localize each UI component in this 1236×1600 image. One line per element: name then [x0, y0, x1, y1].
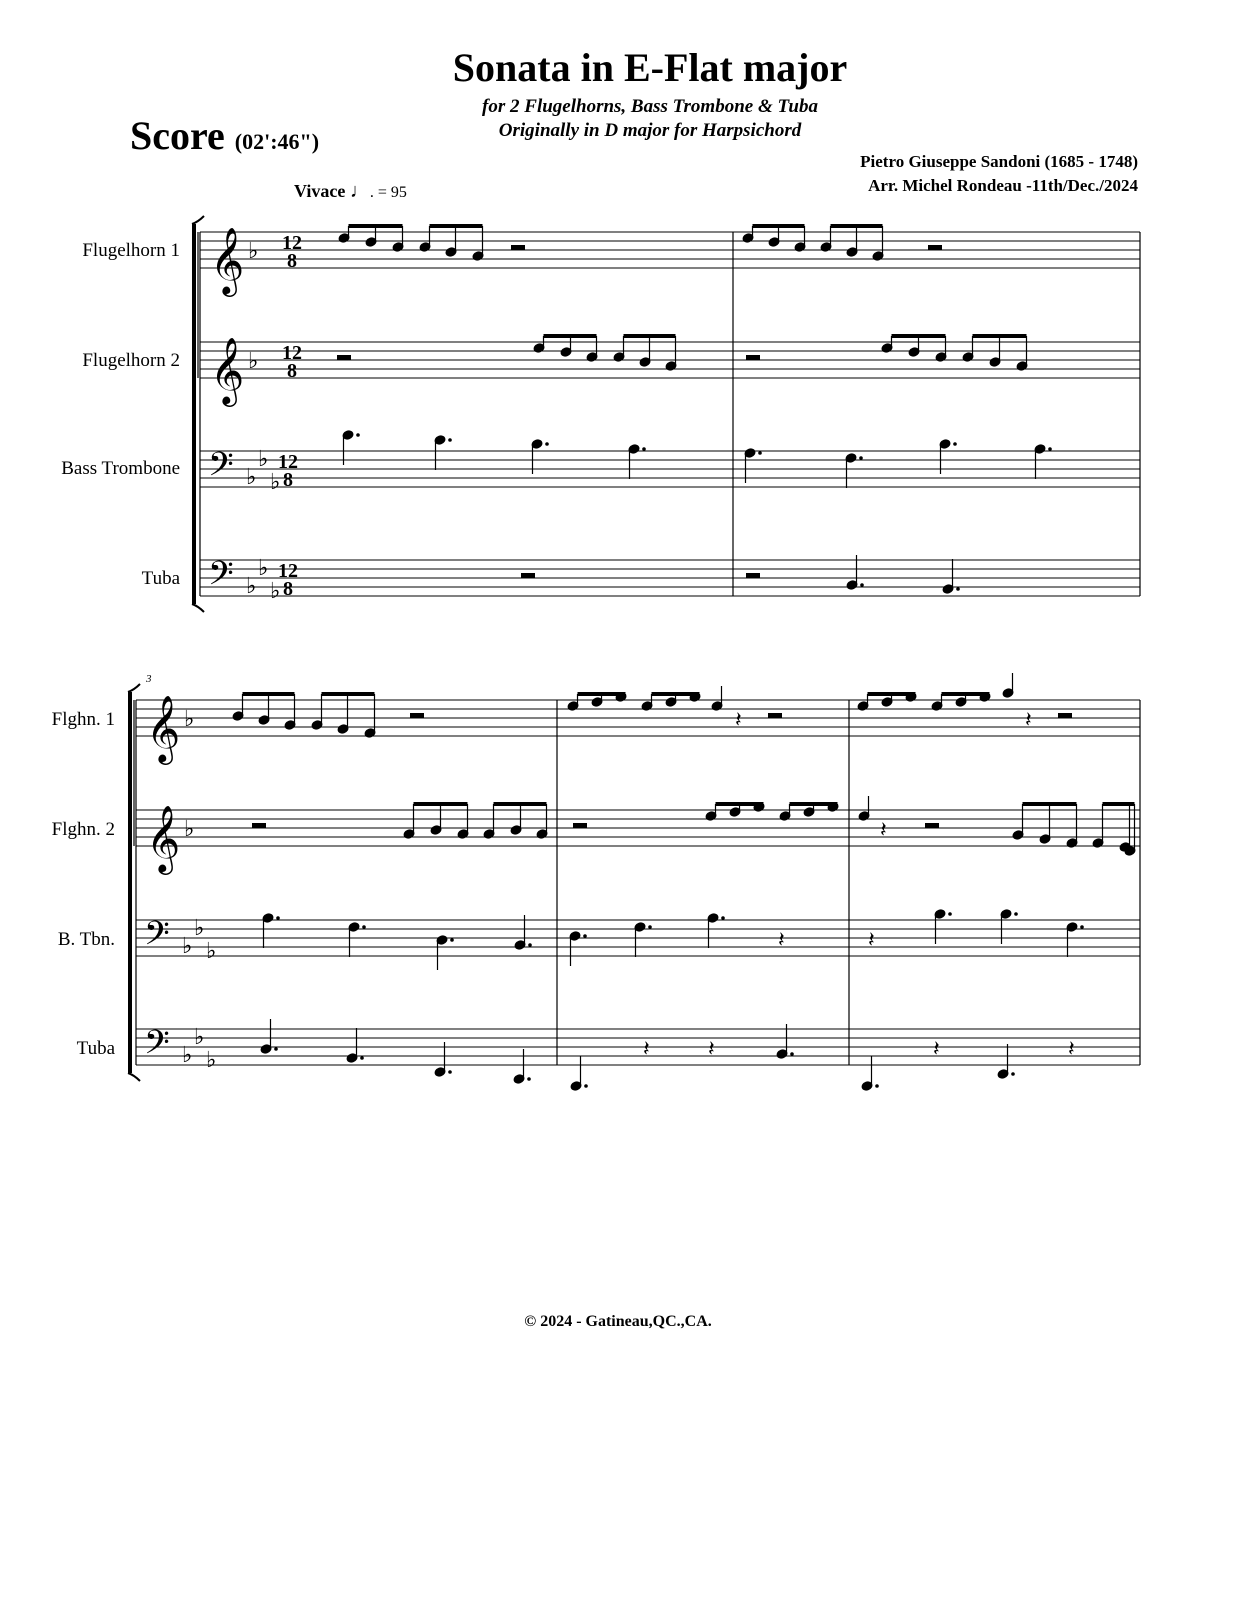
flat-icon: ♭	[258, 556, 269, 581]
rest	[925, 823, 939, 828]
flat-icon: ♭	[270, 470, 281, 495]
quarter-rest-icon: 𝄽	[868, 928, 875, 953]
rest	[252, 823, 266, 828]
rest	[337, 355, 351, 360]
barlines	[128, 216, 1140, 1081]
quarter-rest-icon: 𝄽	[708, 1037, 715, 1062]
augmentation-dot	[584, 1084, 588, 1088]
instrument-label-tuba: Tuba	[141, 568, 180, 589]
measure-number: 3	[146, 673, 152, 685]
time-sig-top: 12	[278, 560, 298, 582]
bracket-top-hook	[128, 684, 140, 692]
quarter-rest-icon: 𝄽	[933, 1037, 940, 1062]
bass-clef-icon: 𝄢	[144, 915, 170, 961]
dotted-quarter-note-icon: ♩	[349, 180, 370, 202]
flat-icon: ♭	[246, 465, 257, 490]
flat-icon: ♭	[248, 239, 259, 264]
quarter-rest-icon: 𝄽	[1025, 708, 1032, 733]
subtitle-instrumentation: for 2 Flugelhorns, Bass Trombone & Tuba	[482, 96, 818, 117]
flat-icon: ♭	[184, 817, 195, 842]
rest	[573, 823, 587, 828]
score-title: Sonata in E-Flat major	[452, 45, 848, 90]
flat-icon: ♭	[182, 1043, 193, 1068]
augmentation-dot	[758, 451, 762, 455]
copyright-footer: © 2024 - Gatineau,QC.,CA.	[524, 1313, 712, 1330]
bass-clef-icon: 𝄢	[208, 555, 234, 601]
quarter-rest-icon: 𝄽	[643, 1037, 650, 1062]
augmentation-dot	[360, 1056, 364, 1060]
augmentation-dot	[274, 1047, 278, 1051]
time-sig-bottom: 8	[287, 360, 297, 382]
rest	[928, 245, 942, 250]
augmentation-dot	[1080, 925, 1084, 929]
augmentation-dot	[1011, 1072, 1015, 1076]
augmentation-dot	[362, 925, 366, 929]
treble-clef-icon: 𝄞	[146, 804, 181, 872]
flat-icon: ♭	[246, 574, 257, 599]
bass-clef-icon: 𝄢	[208, 446, 234, 492]
score-label: Score	[130, 113, 225, 158]
flat-icon: ♭	[184, 707, 195, 732]
flat-icon: ♭	[248, 349, 259, 374]
augmentation-dot	[448, 1070, 452, 1074]
rest	[511, 245, 525, 250]
flat-icon: ♭	[270, 579, 281, 604]
treble-clef-icon: 𝄞	[210, 336, 245, 404]
bracket-bottom-hook	[192, 604, 204, 612]
augmentation-dot	[545, 442, 549, 446]
augmentation-dot	[450, 938, 454, 942]
flat-icon: ♭	[206, 1048, 217, 1073]
treble-clef-icon: 𝄞	[146, 694, 181, 762]
composer-credit: Pietro Giuseppe Sandoni (1685 - 1748)	[860, 152, 1138, 171]
augmentation-dot	[356, 433, 360, 437]
augmentation-dot	[721, 916, 725, 920]
time-sig-top: 12	[282, 232, 302, 254]
rest	[1058, 713, 1072, 718]
flat-icon: ♭	[182, 934, 193, 959]
rest	[746, 573, 760, 578]
subtitle-original: Originally in D major for Harpsichord	[498, 120, 802, 141]
rest	[410, 713, 424, 718]
augmentation-dot	[642, 447, 646, 451]
flat-icon: ♭	[194, 1025, 205, 1050]
time-sig-bottom: 8	[283, 469, 293, 491]
time-sig-bottom: 8	[287, 250, 297, 272]
arranger-credit: Arr. Michel Rondeau -11th/Dec./2024	[868, 176, 1138, 195]
instrument-label-flghn-1: Flghn. 1	[51, 709, 115, 730]
instrument-label-flghn-2: Flghn. 2	[51, 819, 115, 840]
augmentation-dot	[790, 1052, 794, 1056]
notes	[232, 226, 1136, 1091]
augmentation-dot	[648, 925, 652, 929]
flat-icon: ♭	[258, 447, 269, 472]
instrument-label-flugelhorn-1: Flugelhorn 1	[82, 240, 180, 261]
flat-icon: ♭	[206, 939, 217, 964]
quarter-rest-icon: 𝄽	[880, 818, 887, 843]
tempo-word: Vivace	[294, 181, 346, 201]
time-sig-top: 12	[282, 342, 302, 364]
augmentation-dot	[948, 912, 952, 916]
augmentation-dot	[953, 442, 957, 446]
bracket-top-hook	[192, 216, 204, 224]
rest	[521, 573, 535, 578]
rest	[768, 713, 782, 718]
time-signatures	[278, 232, 302, 600]
quarter-rest-icon: 𝄽	[1068, 1037, 1075, 1062]
quarter-rest-icon: 𝄽	[778, 928, 785, 953]
bass-clef-icon: 𝄢	[144, 1024, 170, 1070]
augmentation-dot	[1014, 912, 1018, 916]
augmentation-dot	[527, 1077, 531, 1081]
treble-clef-icon: 𝄞	[210, 226, 245, 294]
rest	[746, 355, 760, 360]
augmentation-dot	[956, 587, 960, 591]
time-sig-bottom: 8	[283, 578, 293, 600]
score-duration: (02':46")	[234, 129, 320, 154]
augmentation-dot	[875, 1084, 879, 1088]
augmentation-dot	[583, 934, 587, 938]
augmentation-dot	[448, 438, 452, 442]
flat-icon: ♭	[194, 916, 205, 941]
augmentation-dot	[859, 456, 863, 460]
augmentation-dot	[528, 943, 532, 947]
instrument-label-bass-trombone: Bass Trombone	[61, 458, 180, 479]
tempo-bpm: . = 95	[369, 184, 407, 201]
instrument-label-b-tbn: B. Tbn.	[57, 929, 115, 950]
instrument-label-flugelhorn-2: Flugelhorn 2	[82, 350, 180, 371]
instrument-label-tuba-2: Tuba	[76, 1038, 115, 1059]
time-sig-top: 12	[278, 451, 298, 473]
augmentation-dot	[1048, 447, 1052, 451]
augmentation-dot	[276, 916, 280, 920]
augmentation-dot	[860, 583, 864, 587]
quarter-rest-icon: 𝄽	[735, 708, 742, 733]
bracket-bottom-hook	[128, 1073, 140, 1081]
